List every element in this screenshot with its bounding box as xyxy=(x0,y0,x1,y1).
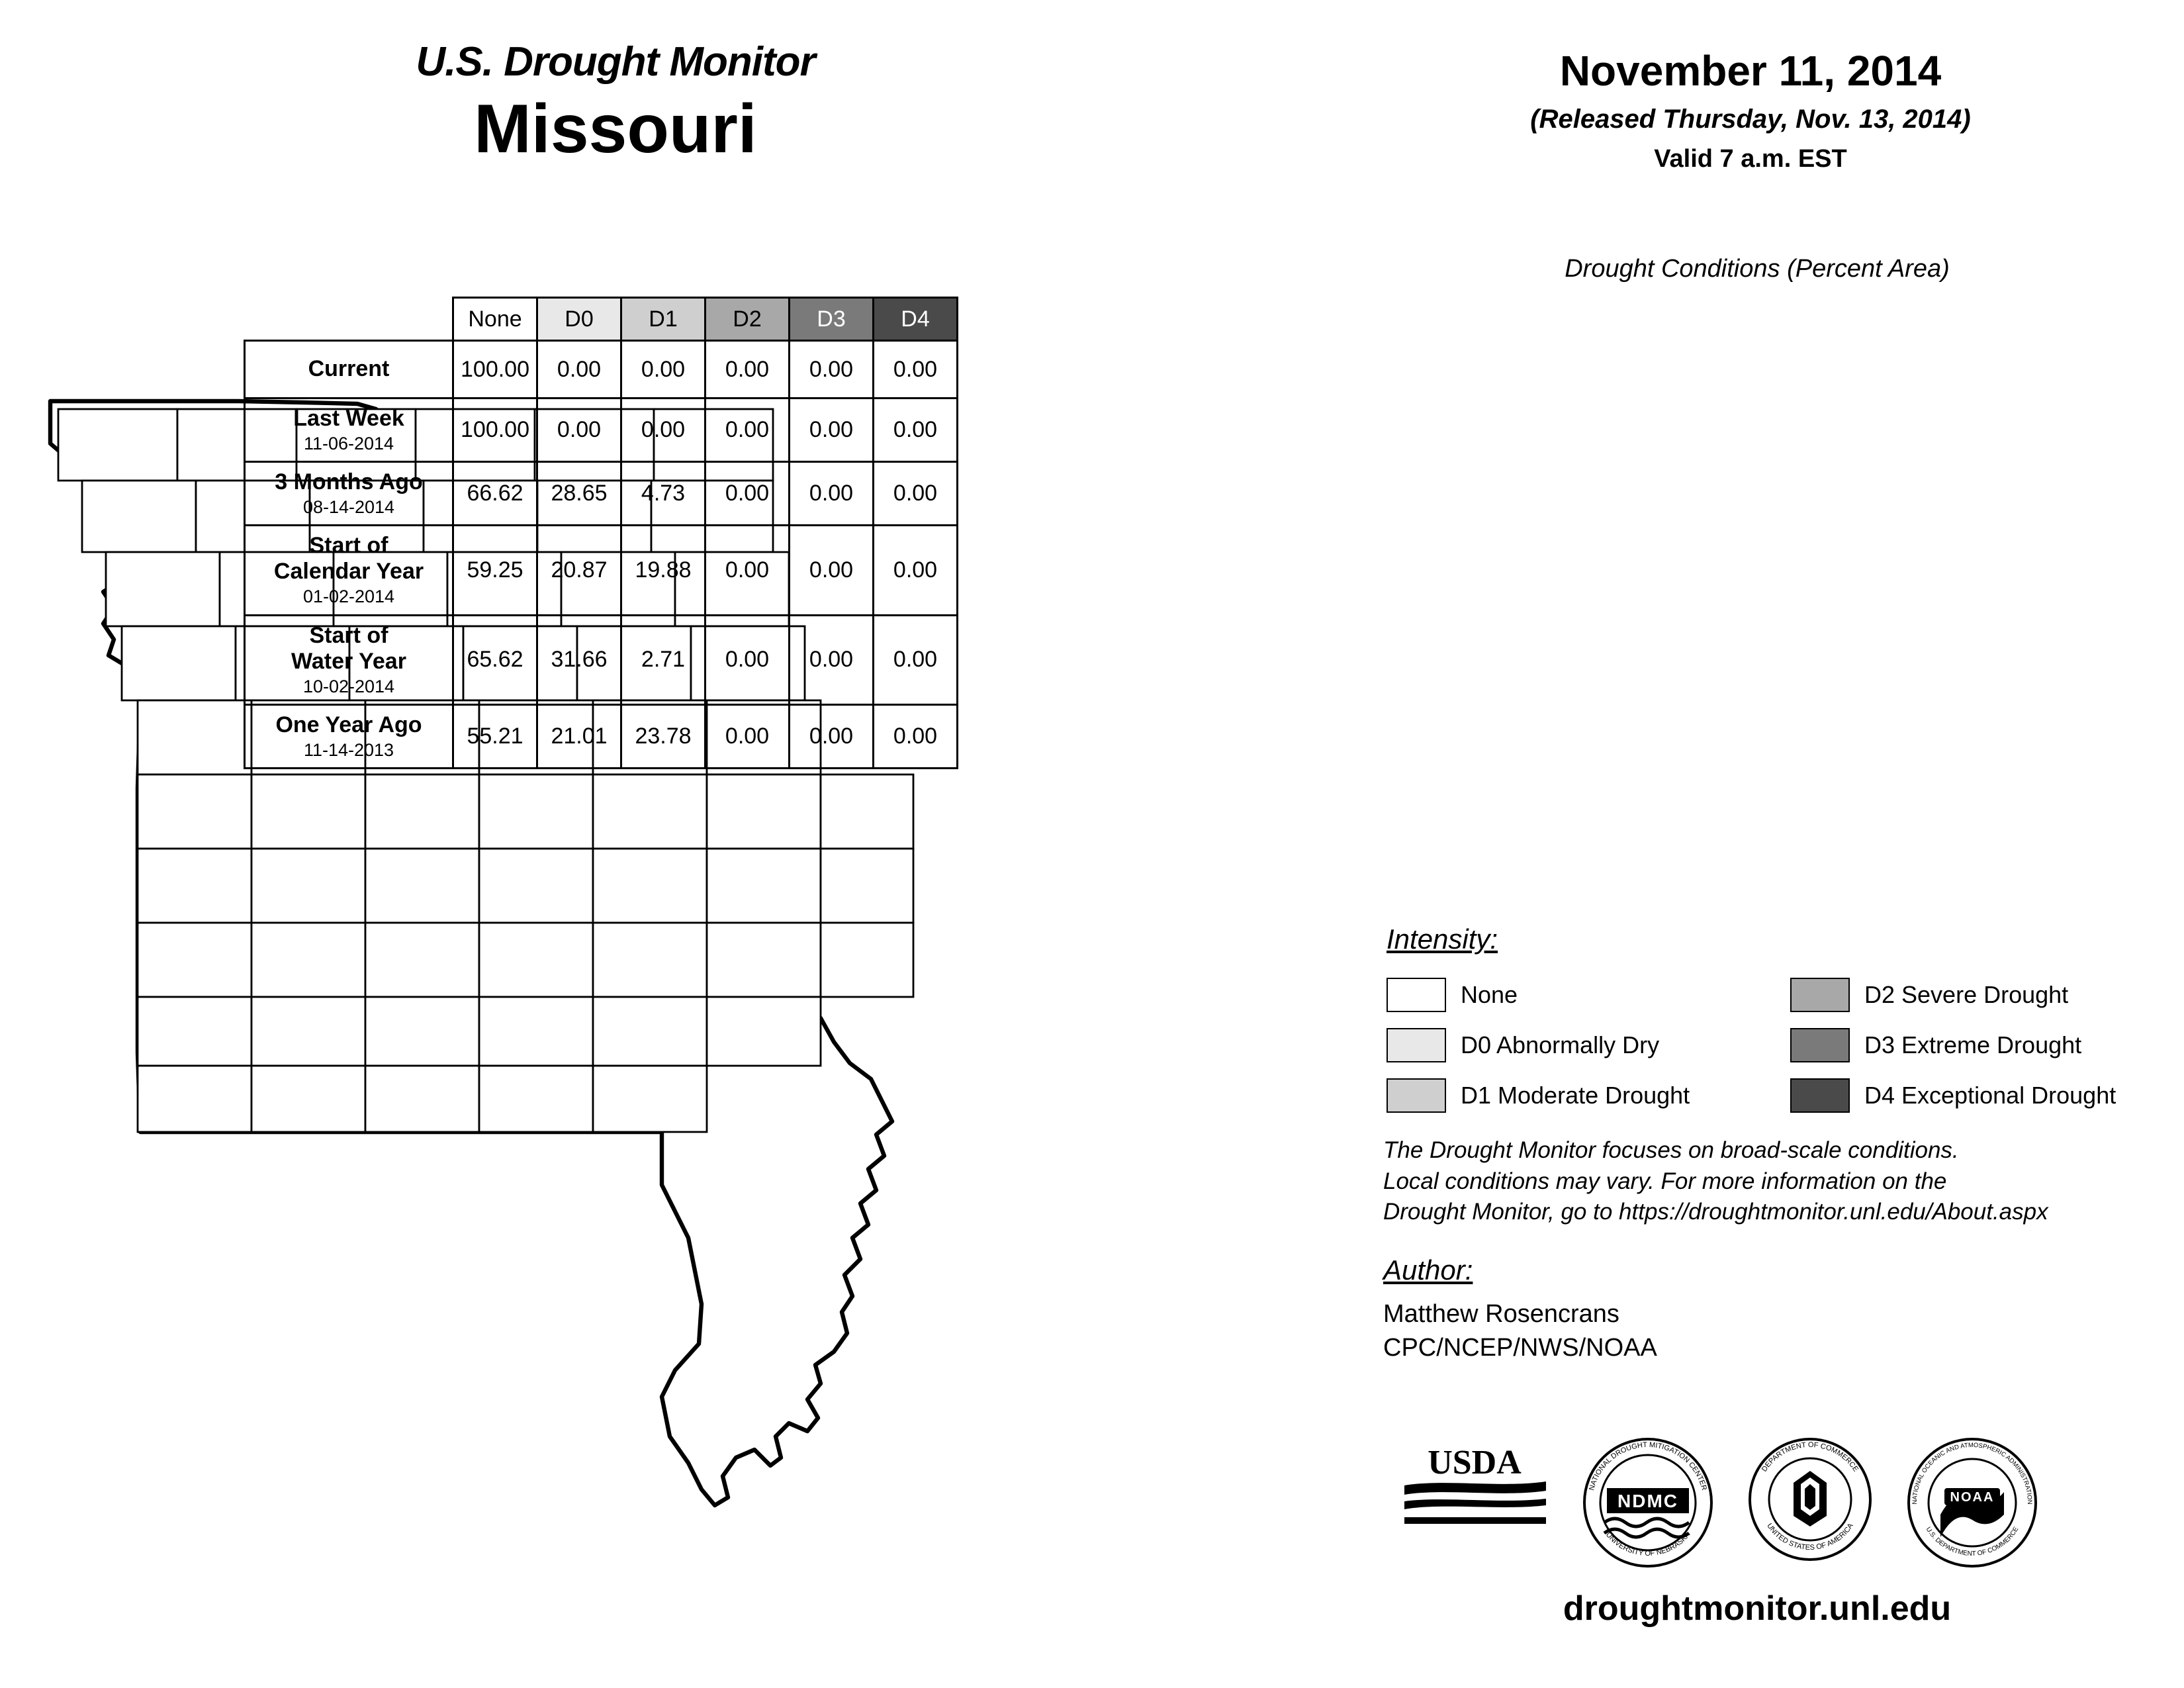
cell-current-d4: 0.00 xyxy=(874,341,958,399)
table-row xyxy=(245,526,958,615)
table-row xyxy=(245,704,958,768)
noaa-logo xyxy=(1906,1436,2038,1572)
cell-3mo-d0: 28.65 xyxy=(537,462,621,526)
cell-current-d2: 0.00 xyxy=(705,341,790,399)
disclaimer-line-1: The Drought Monitor focuses on broad-scale conditions. xyxy=(1383,1137,1959,1163)
table-row xyxy=(245,462,958,526)
cell-3mo-d3: 0.00 xyxy=(790,462,874,526)
header-spacer xyxy=(245,298,453,341)
usdc-logo-icon xyxy=(1747,1436,1873,1562)
disclaimer xyxy=(1383,1135,2158,1228)
cell-scy-d3: 0.00 xyxy=(790,526,874,615)
svg-text:DEPARTMENT OF COMMERCE: DEPARTMENT OF COMMERCE xyxy=(1760,1440,1860,1474)
cell-current-none: 100.00 xyxy=(453,341,537,399)
cell-swy-d4: 0.00 xyxy=(874,615,958,704)
row-label-main-1: Start of xyxy=(309,533,388,559)
legend-label-d3: D3 Extreme Drought xyxy=(1864,1031,2082,1058)
row-label-3-months-ago xyxy=(245,462,453,526)
row-label-date: 01-02-2014 xyxy=(302,586,395,607)
col-header-d0: D0 xyxy=(537,298,621,341)
svg-text:NATIONAL DROUGHT MITIGATION CE: NATIONAL DROUGHT MITIGATION CENTER xyxy=(1588,1440,1708,1491)
table-body xyxy=(245,341,958,769)
legend-item-d0 xyxy=(1387,1020,1757,1070)
author-heading: Author: xyxy=(1383,1254,1473,1286)
legend-label-d4: D4 Exceptional Drought xyxy=(1864,1082,2116,1109)
row-label-one-year-ago xyxy=(245,704,453,768)
cell-3mo-none: 66.62 xyxy=(453,462,537,526)
row-label-main-2: Water Year xyxy=(291,648,406,674)
state-title: Missouri xyxy=(474,91,757,168)
cell-1yr-d4: 0.00 xyxy=(874,704,958,768)
cell-1yr-d3: 0.00 xyxy=(790,704,874,768)
cell-lastweek-d0: 0.00 xyxy=(537,399,621,462)
release-date: (Released Thursday, Nov. 13, 2014) xyxy=(1530,105,1971,134)
table-row xyxy=(245,399,958,462)
cell-swy-d2: 0.00 xyxy=(705,615,790,704)
cell-scy-none: 59.25 xyxy=(453,526,537,615)
title-block xyxy=(218,40,1013,169)
legend-swatch-d3-icon xyxy=(1790,1028,1850,1062)
svg-text:UNIVERSITY OF NEBRASKA: UNIVERSITY OF NEBRASKA xyxy=(1604,1530,1692,1558)
cell-3mo-d4: 0.00 xyxy=(874,462,958,526)
website-url-link[interactable]: droughtmonitor.unl.edu xyxy=(1563,1589,1952,1628)
svg-text:USDA: USDA xyxy=(1428,1444,1522,1481)
cell-lastweek-d4: 0.00 xyxy=(874,399,958,462)
legend-item-d4 xyxy=(1790,1070,2184,1121)
info-panel xyxy=(1350,0,2184,1688)
cell-scy-d4: 0.00 xyxy=(874,526,958,615)
date-block xyxy=(1350,46,2151,173)
legend-swatch-d4-icon xyxy=(1790,1078,1850,1113)
table-header-row xyxy=(245,298,958,341)
legend-label-d1: D1 Moderate Drought xyxy=(1461,1082,1690,1109)
table-row xyxy=(245,341,958,399)
disclaimer-line-2: Local conditions may vary. For more information on the xyxy=(1383,1168,1947,1194)
legend-swatch-d1-icon xyxy=(1387,1078,1446,1113)
usdc-logo xyxy=(1747,1436,1873,1566)
col-header-none: None xyxy=(453,298,537,341)
row-label-date: 11-06-2014 xyxy=(303,434,394,454)
cell-scy-d1: 19.88 xyxy=(621,526,705,615)
row-label-main: Last Week xyxy=(293,406,404,431)
row-label-start-calendar-year xyxy=(245,526,453,615)
table-caption: Drought Conditions (Percent Area) xyxy=(1565,255,1950,283)
legend-item-d1 xyxy=(1387,1070,1757,1121)
usda-logo xyxy=(1396,1436,1555,1539)
cell-swy-none: 65.62 xyxy=(453,615,537,704)
intensity-heading: Intensity: xyxy=(1387,923,1498,955)
svg-text:NDMC: NDMC xyxy=(1617,1491,1678,1511)
legend-label-none: None xyxy=(1461,981,1518,1008)
cell-scy-d2: 0.00 xyxy=(705,526,790,615)
valid-date: November 11, 2014 xyxy=(1559,47,1942,95)
row-label-last-week xyxy=(245,399,453,462)
author-block xyxy=(1383,1297,1657,1366)
cell-1yr-d0: 21.01 xyxy=(537,704,621,768)
cell-swy-d1: 2.71 xyxy=(621,615,705,704)
drought-conditions-table xyxy=(244,297,958,769)
legend-item-d2 xyxy=(1790,970,2184,1020)
legend-swatch-none-icon xyxy=(1387,978,1446,1012)
page-title: U.S. Drought Monitor xyxy=(416,39,815,85)
cell-current-d3: 0.00 xyxy=(790,341,874,399)
legend-swatch-d2-icon xyxy=(1790,978,1850,1012)
valid-time: Valid 7 a.m. EST xyxy=(1654,145,1847,173)
legend-label-d0: D0 Abnormally Dry xyxy=(1461,1031,1660,1058)
cell-current-d1: 0.00 xyxy=(621,341,705,399)
cell-1yr-d1: 23.78 xyxy=(621,704,705,768)
col-header-d4: D4 xyxy=(874,298,958,341)
table-row xyxy=(245,615,958,704)
cell-1yr-d2: 0.00 xyxy=(705,704,790,768)
cell-swy-d0: 31.66 xyxy=(537,615,621,704)
col-header-d2: D2 xyxy=(705,298,790,341)
row-label-main-1: Start of xyxy=(309,622,388,648)
ndmc-logo xyxy=(1582,1436,1714,1572)
cell-current-d0: 0.00 xyxy=(537,341,621,399)
legend-swatch-d0-icon xyxy=(1387,1028,1446,1062)
author-name: Matthew Rosencrans xyxy=(1383,1300,1619,1328)
row-label-main: Current xyxy=(308,356,390,382)
cell-scy-d0: 20.87 xyxy=(537,526,621,615)
author-affiliation: CPC/NCEP/NWS/NOAA xyxy=(1383,1334,1657,1362)
row-label-start-water-year xyxy=(245,615,453,704)
legend-item-none xyxy=(1387,970,1757,1020)
cell-lastweek-none: 100.00 xyxy=(453,399,537,462)
intensity-legend-left xyxy=(1387,970,1757,1121)
svg-text:NOAA: NOAA xyxy=(1950,1490,1995,1505)
svg-text:U.S. DEPARTMENT OF COMMERCE: U.S. DEPARTMENT OF COMMERCE xyxy=(1924,1526,2021,1558)
cell-lastweek-d1: 0.00 xyxy=(621,399,705,462)
cell-3mo-d1: 4.73 xyxy=(621,462,705,526)
col-header-d3: D3 xyxy=(790,298,874,341)
cell-3mo-d2: 0.00 xyxy=(705,462,790,526)
row-label-date: 11-14-2013 xyxy=(303,739,394,760)
intensity-legend-right xyxy=(1790,970,2184,1121)
noaa-logo-icon xyxy=(1906,1436,2038,1569)
row-label-date: 10-02-2014 xyxy=(302,676,395,696)
cell-lastweek-d3: 0.00 xyxy=(790,399,874,462)
col-header-d1: D1 xyxy=(621,298,705,341)
svg-text:NATIONAL OCEANIC AND ATMOSPHER: NATIONAL OCEANIC AND ATMOSPHERIC ADMINISTRATION xyxy=(1911,1441,2034,1505)
legend-item-d3 xyxy=(1790,1020,2184,1070)
row-label-date: 08-14-2014 xyxy=(302,497,395,518)
ndmc-logo-icon xyxy=(1582,1436,1714,1569)
legend-label-d2: D2 Severe Drought xyxy=(1864,981,2069,1008)
row-label-current xyxy=(245,341,453,399)
logo-row xyxy=(1383,1436,2151,1569)
row-label-main: One Year Ago xyxy=(275,712,422,737)
svg-text:UNITED STATES OF AMERICA: UNITED STATES OF AMERICA xyxy=(1765,1522,1855,1552)
usda-logo-icon xyxy=(1396,1436,1555,1536)
cell-swy-d3: 0.00 xyxy=(790,615,874,704)
cell-1yr-none: 55.21 xyxy=(453,704,537,768)
cell-lastweek-d2: 0.00 xyxy=(705,399,790,462)
row-label-main-2: Calendar Year xyxy=(273,559,424,585)
row-label-main: 3 Months Ago xyxy=(275,469,423,495)
disclaimer-line-3: Drought Monitor, go to https://droughtmonitor.unl.edu/About.aspx xyxy=(1383,1199,2048,1225)
